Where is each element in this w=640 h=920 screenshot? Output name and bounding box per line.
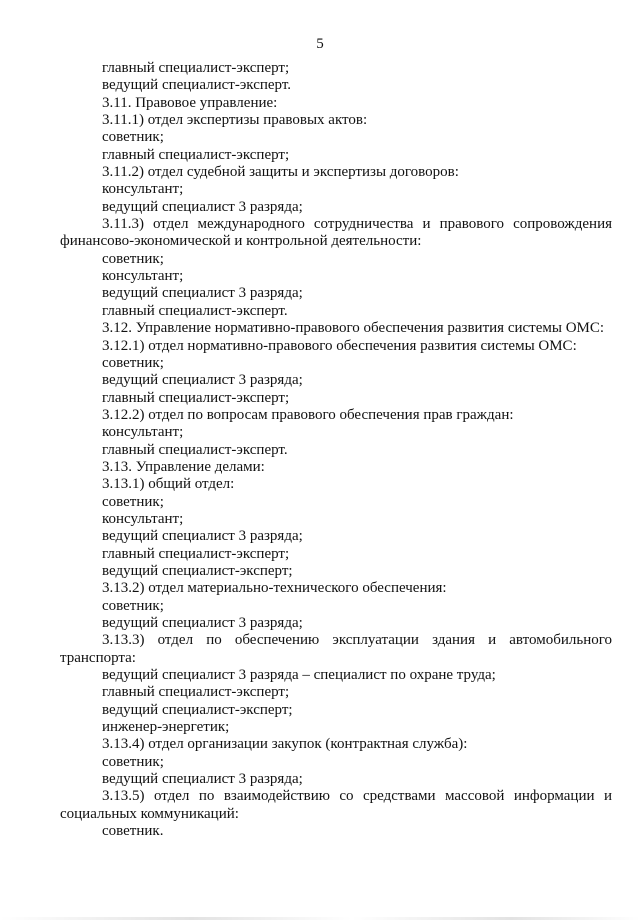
section-heading: 3.11. Правовое управление: bbox=[102, 94, 278, 111]
text-line: советник; bbox=[102, 250, 164, 267]
subsection-heading: 3.12.2) отдел по вопросам правового обеспечения прав граждан: bbox=[102, 406, 514, 423]
text-line: главный специалист-эксперт. bbox=[102, 302, 288, 319]
subsection-heading: 3.13.2) отдел материально-технического обеспечения: bbox=[102, 580, 447, 597]
text-line: консультант; bbox=[102, 268, 184, 285]
text-line: главный специалист-эксперт; bbox=[102, 684, 290, 701]
text-line: ведущий специалист 3 разряда; bbox=[102, 372, 303, 389]
page-number: 5 bbox=[316, 36, 324, 52]
text-line: советник; bbox=[102, 354, 164, 371]
subsection-heading: 3.13.3) отдел по обеспечению эксплуатации здания и автомобильного bbox=[102, 632, 612, 649]
text-line: главный специалист-эксперт; bbox=[102, 389, 290, 406]
text-line: ведущий специалист 3 разряда; bbox=[102, 198, 303, 215]
subsection-heading: 3.13.5) отдел по взаимодействию со средствами массовой информации и bbox=[102, 788, 612, 805]
text-line: советник; bbox=[102, 493, 164, 510]
text-line: ведущий специалист-эксперт; bbox=[102, 701, 293, 718]
text-line: главный специалист-эксперт; bbox=[102, 60, 290, 76]
subsection-heading: 3.11.2) отдел судебной защиты и экспертизы договоров: bbox=[102, 164, 459, 181]
text-line: ведущий специалист 3 разряда; bbox=[102, 771, 303, 788]
subsection-heading-continuation: финансово-экономической и контрольной деятельности: bbox=[60, 233, 422, 250]
subsection-heading: 3.12.1) отдел нормативно-правового обеспечения развития системы ОМС: bbox=[102, 337, 577, 354]
text-line: советник. bbox=[102, 823, 164, 840]
text-line: главный специалист-эксперт; bbox=[102, 545, 290, 562]
subsection-heading-continuation: социальных коммуникаций: bbox=[60, 805, 239, 822]
text-line: главный специалист-эксперт. bbox=[102, 441, 288, 458]
document-body bbox=[60, 60, 612, 840]
text-line: главный специалист-эксперт; bbox=[102, 146, 290, 163]
subsection-heading: 3.11.1) отдел экспертизы правовых актов: bbox=[102, 112, 368, 129]
text-line: ведущий специалист 3 разряда; bbox=[102, 285, 303, 302]
subsection-heading: 3.13.1) общий отдел: bbox=[102, 476, 235, 493]
text-line: ведущий специалист-эксперт; bbox=[102, 562, 293, 579]
text-line: ведущий специалист 3 разряда – специалист по охране труда; bbox=[102, 667, 496, 684]
text-line: советник; bbox=[102, 753, 164, 770]
text-line: советник; bbox=[102, 129, 164, 146]
text-line: ведущий специалист-эксперт. bbox=[102, 77, 292, 94]
subsection-heading-continuation: транспорта: bbox=[60, 649, 136, 666]
text-line: советник; bbox=[102, 597, 164, 614]
section-heading: 3.13. Управление делами: bbox=[102, 458, 265, 475]
text-line: консультант; bbox=[102, 510, 184, 527]
text-line: ведущий специалист 3 разряда; bbox=[102, 528, 303, 545]
text-line: консультант; bbox=[102, 424, 184, 441]
subsection-heading: 3.13.4) отдел организации закупок (контрактная служба): bbox=[102, 736, 468, 753]
text-line: ведущий специалист 3 разряда; bbox=[102, 615, 303, 631]
subsection-heading: 3.11.3) отдел международного сотрудничества и правового сопровождения bbox=[102, 216, 612, 233]
text-line: инженер-энергетик; bbox=[102, 719, 230, 736]
text-line: консультант; bbox=[102, 181, 184, 198]
section-heading: 3.12. Управление нормативно-правового обеспечения развития системы ОМС: bbox=[102, 320, 605, 337]
